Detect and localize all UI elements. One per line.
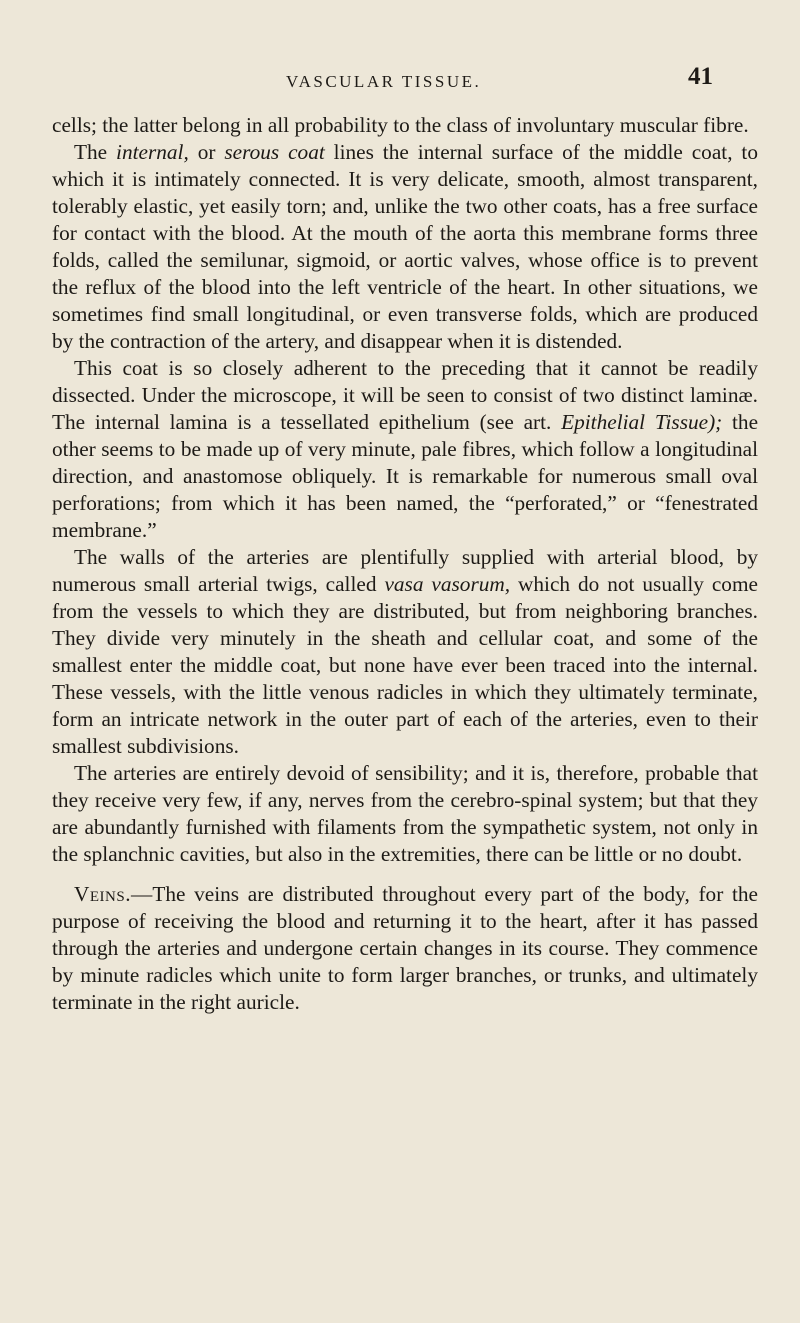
term-vasa-vasorum: vasa vasorum, [384, 572, 511, 596]
paragraph-4-text: which do not usually come from the vessels to which they are distributed, but from neighboring branches. They divide very minutely in the sheath and cellular coat, and some of the smallest enter the middle coat, but none have ever been traced into the internal. These vessels, with the little venous radicles in which they ultimately terminate, form an intricate network in the outer part of each of the arteries, even to their smallest subdivisions. [52, 572, 758, 758]
paragraph-3 [52, 355, 758, 544]
term-internal: internal, [116, 140, 189, 164]
paragraph-2-lead: The [74, 140, 117, 164]
paragraph-1: cells; the latter belong in all probability to the class of involuntary muscular fibre. [52, 113, 749, 137]
running-title: VASCULAR TISSUE. [286, 72, 482, 91]
section-heading-veins: Veins. [74, 882, 132, 906]
page-number: 41 [688, 63, 713, 90]
paragraph-3-text: the other seems to be made up of very minute, pale fibres, which follow a longitudinal direction, and anastomose obliquely. It is remarkable for numerous small oval perforations; from which it has been named, the “perforated,” or “fenestrated membrane.” [52, 410, 759, 542]
paragraph-4 [52, 544, 758, 760]
paragraph-3-lead: This coat is so closely adherent to the preceding that it cannot be readily dissected. Under the microscope, it will be seen to consist of two distinct laminæ. The internal lamina is a tessellated epithelium (see art. [52, 356, 758, 434]
body-text [52, 112, 758, 1016]
paragraph-2 [52, 139, 758, 355]
cross-reference-epithelial-tissue: Epithelial Tissue); [561, 410, 723, 434]
running-head [0, 60, 800, 100]
paragraph-2-connector: or [188, 140, 225, 164]
paragraph-veins-text: —The veins are distributed throughout every part of the body, for the purpose of receiving the blood and returning it to the heart, after it has passed through the arteries and undergone certain changes in its course. They commence by minute radicles which unite to form larger branches, or trunks, and ultimately terminate in the right auricle. [52, 882, 758, 1014]
term-serous-coat: serous coat [224, 140, 325, 164]
paragraph-5: The arteries are entirely devoid of sensibility; and it is, therefore, probable that they receive very few, if any, nerves from the cerebro-spinal system; but that they are abundantly furnished with filaments from the sympathetic system, not only in the splanchnic cavities, but also in the extremities, there can be little or no doubt. [52, 761, 758, 866]
paragraph-4-lead: The walls of the arteries are plentifully supplied with arterial blood, by numerous small arterial twigs, called [52, 545, 758, 596]
paragraph-2-text: lines the internal surface of the middle coat, to which it is intimately connected. It is very delicate, smooth, almost transparent, tolerably elastic, yet easily torn; and, unlike the two other coats, has a free surface for contact with the blood. At the mouth of the aorta this membrane forms three folds, called the semilunar, sigmoid, or aortic valves, whose office is to prevent the reflux of the blood into the left ventricle of the heart. In other situations, we sometimes find small longitudinal, or even transverse folds, which are produced by the contraction of the artery, and disappear when it is distended. [52, 140, 758, 353]
paragraph-veins [52, 881, 758, 1016]
